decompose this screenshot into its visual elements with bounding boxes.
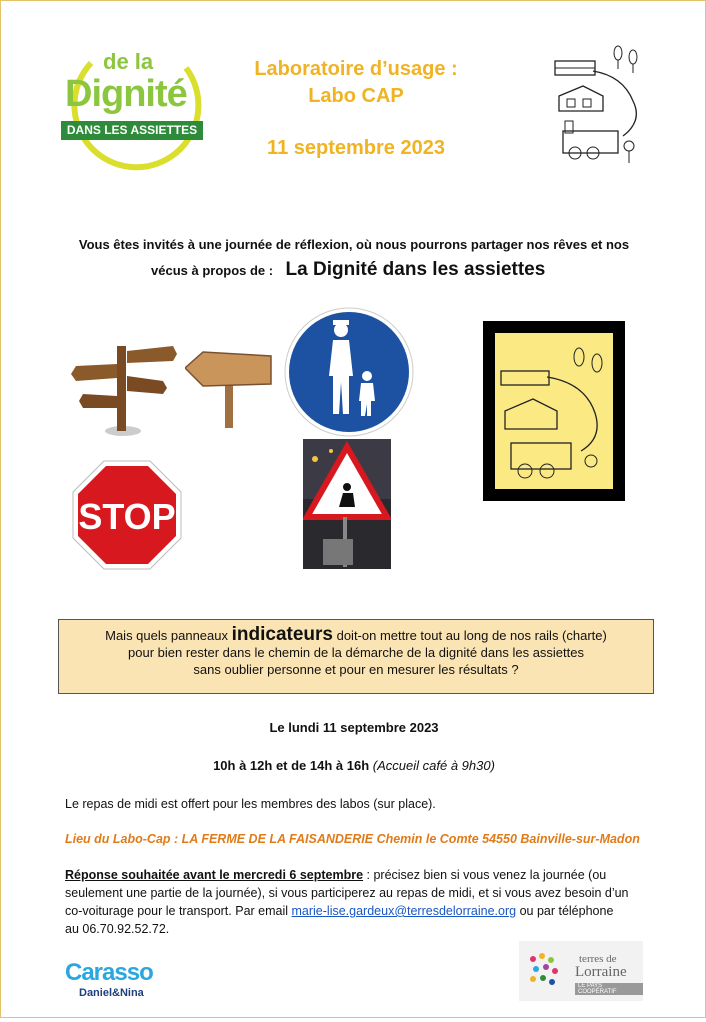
question-line2: pour bien rester dans le chemin de la démarche de la dignité dans les assiettes <box>128 645 584 660</box>
header-line2: Labo CAP <box>308 85 404 107</box>
train-drawing-yellow <box>495 333 613 489</box>
stop-text: STOP <box>78 496 176 537</box>
question-line1 <box>59 626 653 644</box>
reply-line3b: ou par téléphone <box>516 904 614 918</box>
intro-topic: La Dignité dans les assiettes <box>285 259 546 280</box>
terres-line3: LE PAYS COOPÉRATIF <box>575 983 643 995</box>
meal-info: Le repas de midi est offert pour les membres des labos (sur place). <box>65 797 436 811</box>
reply-line3a: co-voiturage pour le transport. Par email <box>65 904 292 918</box>
terres-line2: Lorraine <box>575 964 627 980</box>
header-date: 11 septembre 2023 <box>267 137 445 159</box>
reply-phone: au 06.70.92.52.72. <box>65 922 170 936</box>
dignite-logo <box>61 43 211 178</box>
reply-line2: seulement une partie de la journée), si vous participerez au repas de midi, et si vous avez besoin d’un <box>65 886 629 900</box>
stop-sign <box>71 459 183 571</box>
question-post: doit-on mettre tout au long de nos rails (charte) <box>332 628 607 643</box>
carasso-name: Carasso <box>65 959 153 986</box>
logo-line1: de la <box>103 49 154 74</box>
header-line1: Laboratoire d’usage : <box>254 58 458 80</box>
event-date: Le lundi 11 septembre 2023 <box>269 720 439 735</box>
wooden-arrow-sign <box>185 346 275 431</box>
intro-line1: Vous êtes invités à une journée de réflexion, où nous pourrons partager nos rêves et nos <box>78 237 630 252</box>
dots-icon <box>527 951 563 991</box>
question-keyword: indicateurs <box>231 624 333 645</box>
reply-block <box>65 866 645 938</box>
carasso-sub: Daniel&Nina <box>79 987 144 999</box>
question-box <box>58 619 654 694</box>
email-link[interactable]: marie-lise.gardeux@terresdelorraine.org <box>291 904 517 918</box>
intro-line2 <box>151 259 571 281</box>
terres-lorraine-logo <box>519 941 643 1001</box>
question-line3: sans oublier personne et pour en mesurer les résultats ? <box>193 662 519 677</box>
logo-line2: Dignité <box>65 73 187 115</box>
logo-line3: DANS LES ASSIETTES <box>61 121 203 140</box>
event-hours <box>1 758 706 773</box>
question-pre: Mais quels panneaux <box>105 628 232 643</box>
intro-prefix: vécus à propos de : <box>151 263 274 278</box>
location-info: Lieu du Labo-Cap : LA FERME DE LA FAISANDERIE Chemin le Comte 54550 Bainville-sur-Madon <box>65 832 640 846</box>
carasso-logo <box>65 959 175 1009</box>
framed-train-picture <box>483 321 625 501</box>
reply-text1: : précisez bien si vous venez la journée (ou <box>363 868 607 882</box>
terres-line1: terres de <box>579 953 617 965</box>
reply-label: Réponse souhaitée avant le mercredi 6 septembre <box>65 868 364 882</box>
roadworks-photo <box>303 439 391 569</box>
event-hours-text: 10h à 12h et de 14h à 16h <box>213 758 370 773</box>
signpost-image <box>71 336 181 441</box>
train-drawing <box>553 41 645 171</box>
event-welcome: (Accueil café à 9h30) <box>372 758 495 773</box>
pedestrian-sign <box>283 306 415 438</box>
